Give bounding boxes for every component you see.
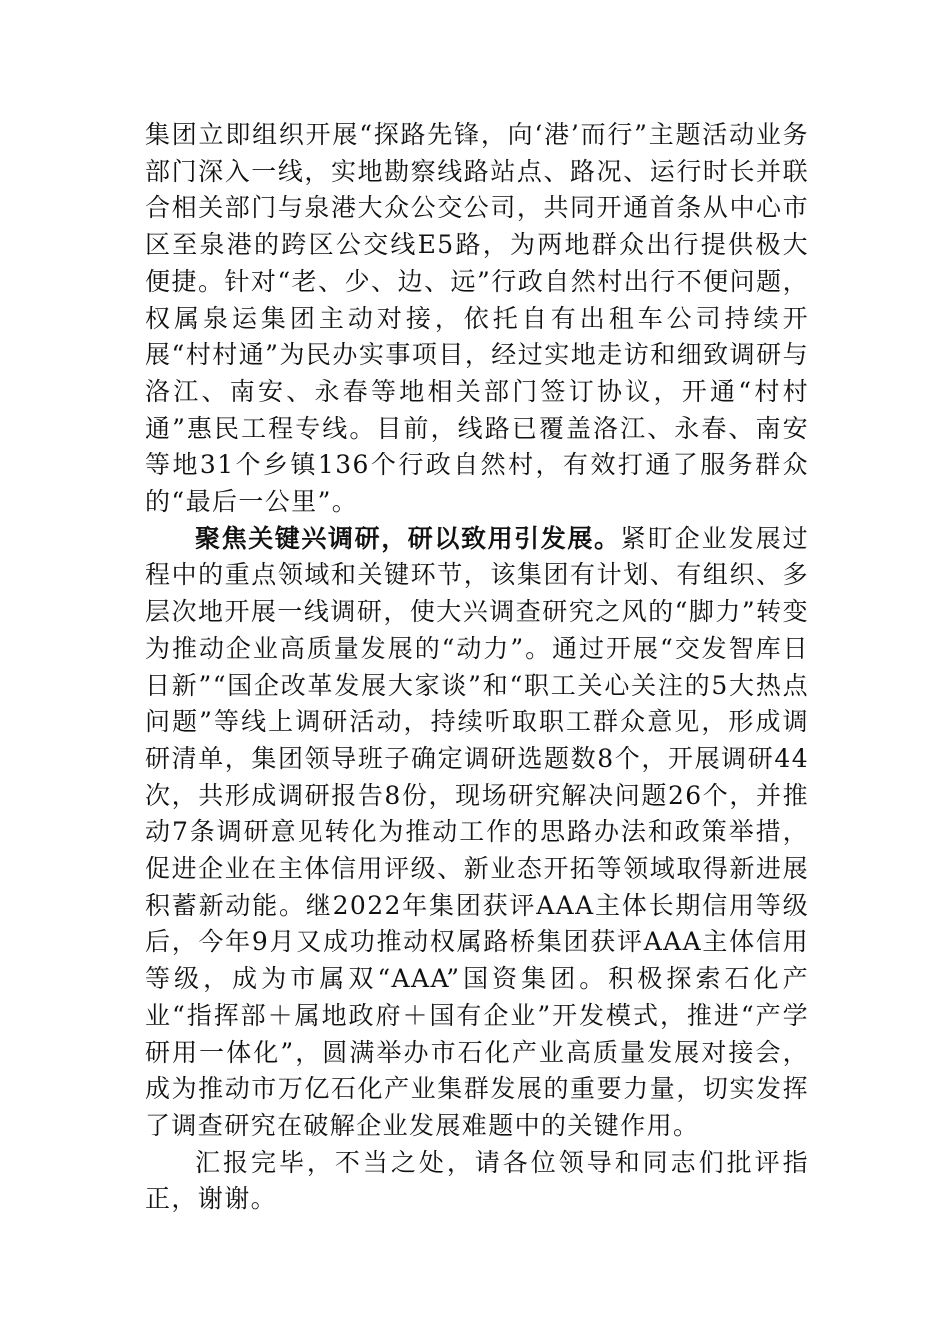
paragraph-2 xyxy=(145,521,809,1145)
paragraph-2-lead: 聚焦关键兴调研，研以致用引发展。 xyxy=(195,523,621,553)
paragraph-1 xyxy=(145,117,809,521)
paragraph-2-text: 紧盯企业发展过程中的重点领域和关键环节，该集团有计划、有组织、多层次地开展一线调研，使大兴调查研究之风的“脚力”转变为推动企业高质量发展的“动力”。通过开展“交发智库日日新”“国企改革发展大家谈”和“职工关心关注的5大热点问题”等线上调研活动，持续听取职工群众意见，形成调研清单，集团领导班子确定调研选题数8个，开展调研44次，共形成调研报告8份，现场研究解决问题26个，并推动7条调研意见转化为推动工作的思路办法和政策举措，促进企业在主体信用评级、新业态开拓等领域取得新进展积蓄新动能。继2022年集团获评AAA主体长期信用等级后，今年9月又成功推动权属路桥集团获评AAA主体信用等级，成为市属双“AAA”国资集团。积极探索石化产业“指挥部＋属地政府＋国有企业”开发模式，推进“产学研用一体化”，圆满举办市石化产业高质量发展对接会，成为推动市万亿石化产业集群发展的重要力量，切实发挥了调查研究在破解企业发展难题中的关键作用。 xyxy=(145,523,809,1140)
document-page xyxy=(145,117,809,1218)
paragraph-3-text: 汇报完毕，不当之处，请各位领导和同志们批评指正，谢谢。 xyxy=(145,1147,809,1214)
paragraph-3 xyxy=(145,1145,809,1218)
paragraph-1-text: 集团立即组织开展“探路先锋，向‘港’而行”主题活动业务部门深入一线，实地勘察线路站点、路况、运行时长并联合相关部门与泉港大众公交公司，共同开通首条从中心市区至泉港的跨区公交线E5路，为两地群众出行提供极大便捷。针对“老、少、边、远”行政自然村出行不便问题，权属泉运集团主动对接，依托自有出租车公司持续开展“村村通”为民办实事项目，经过实地走访和细致调研与洛江、南安、永春等地相关部门签订协议，开通“村村通”惠民工程专线。目前，线路已覆盖洛江、永春、南安等地31个乡镇136个行政自然村，有效打通了服务群众的“最后一公里”。 xyxy=(145,120,809,517)
